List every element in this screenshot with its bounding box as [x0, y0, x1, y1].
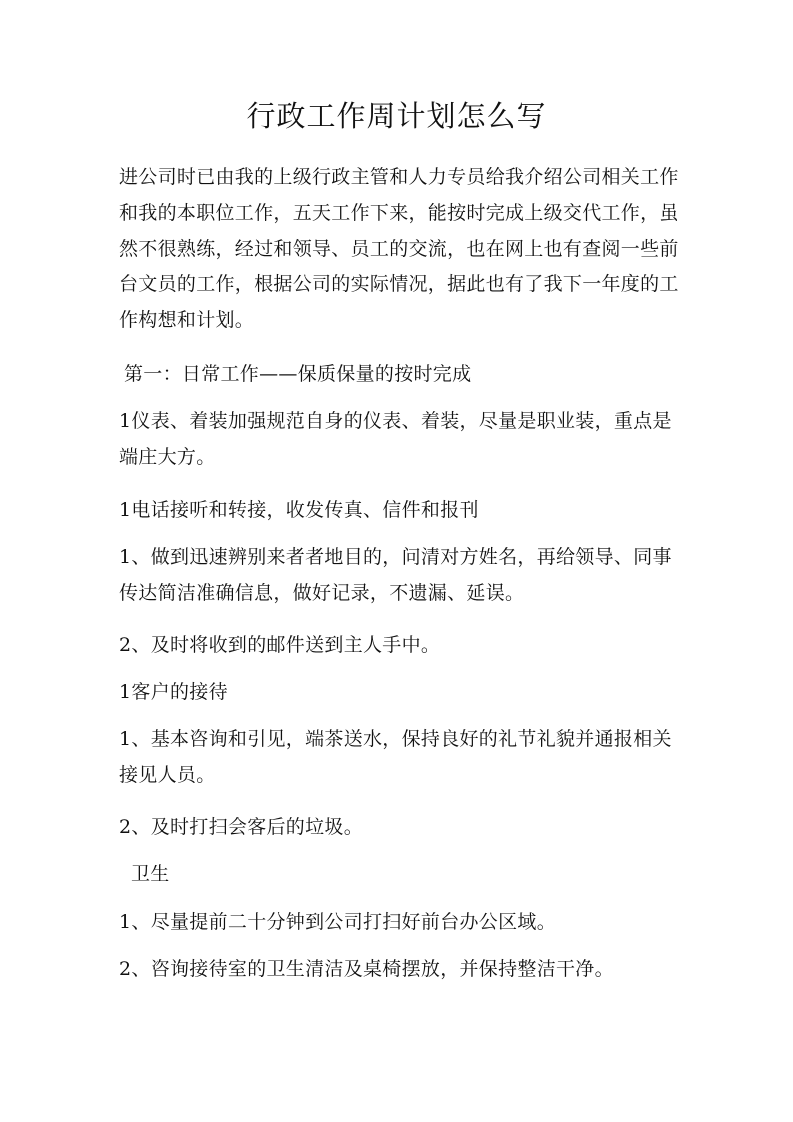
paragraph-phone-item-1: 1、做到迅速辨别来者者地目的，问清对方姓名，再给领导、同事传达简洁准确信息，做好记录，不遗漏、延误。 [119, 546, 672, 604]
page-title: 行政工作周计划怎么写 [246, 99, 547, 133]
paragraph-reception-item-1: 1、基本咨询和引见，端茶送水，保持良好的礼节礼貌并通报相关接见人员。 [119, 728, 672, 786]
paragraph-hygiene-heading: 卫生 [131, 863, 170, 885]
paragraph-appearance: 1仪表、着装加强规范自身的仪表、着装，尽量是职业装，重点是端庄大方。 [119, 410, 672, 468]
paragraph-phone-item-2: 2、及时将收到的邮件送到主人手中。 [119, 634, 441, 656]
paragraph-phone-handling: 1电话接听和转接，收发传真、信件和报刊 [119, 499, 479, 521]
section-heading-daily-work: 第一：日常工作——保质保量的按时完成 [124, 363, 472, 385]
paragraph-hygiene-item-2: 2、咨询接待室的卫生清洁及桌椅摆放，并保持整洁干净。 [119, 958, 614, 980]
intro-paragraph: 进公司时已由我的上级行政主管和人力专员给我介绍公司相关工作和我的本职位工作，五天工作下来，能按时完成上级交代工作，虽然不很熟练，经过和领导、员工的交流，也在网上也有查阅一些前台文员的工作，根据公司的实际情况，据此也有了我下一年度的工作构想和计划。 [119, 166, 679, 332]
paragraph-hygiene-item-1: 1、尽量提前二十分钟到公司打扫好前台办公区域。 [119, 911, 556, 933]
paragraph-client-reception: 1客户的接待 [119, 681, 228, 703]
paragraph-reception-item-2: 2、及时打扫会客后的垃圾。 [119, 816, 363, 838]
